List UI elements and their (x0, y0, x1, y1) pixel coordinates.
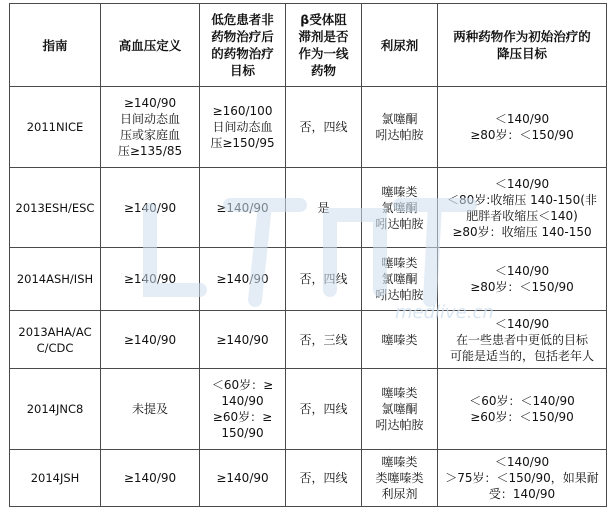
cell-definition: 未提及 (101, 369, 200, 450)
cell-two-drug-target: ＜140/90 ≥80岁：＜150/90 (438, 248, 607, 311)
table-row (10, 450, 607, 507)
cell-low-risk-target: ＜60岁：≥ 140/90 ≥60岁：≥ 150/90 (200, 369, 286, 450)
cell-two-drug-target: ＜140/90 ＜80岁:收缩压 140-150(非 肥胖者收缩压＜140) ≥80岁：收缩压 140-150 (438, 168, 607, 248)
cell-definition: ≥140/90 (101, 311, 200, 369)
table-row (10, 87, 607, 168)
cell-definition: ≥140/90 (101, 248, 200, 311)
cell-low-risk-target: ≥140/90 (200, 248, 286, 311)
cell-beta-blocker: 否，四线 (286, 369, 362, 450)
guideline-comparison-table (9, 3, 607, 507)
cell-guideline: 2011NICE (10, 87, 101, 168)
cell-two-drug-target: ＜140/90 ≥80岁：＜150/90 (438, 87, 607, 168)
watermark-url: medlive.cn (395, 302, 494, 323)
table-row (10, 248, 607, 311)
cell-diuretic: 氯噻酮 吲达帕胺 (362, 87, 438, 168)
table-header-row (10, 4, 607, 87)
cell-low-risk-target: ≥140/90 (200, 450, 286, 507)
cell-beta-blocker: 否，四线 (286, 248, 362, 311)
cell-diuretic: 噻嗪类 类噻嗪类 利尿剂 (362, 450, 438, 507)
table-row (10, 311, 607, 369)
cell-guideline: 2014JSH (10, 450, 101, 507)
cell-guideline: 2014JNC8 (10, 369, 101, 450)
cell-beta-blocker: 是 (286, 168, 362, 248)
cell-low-risk-target: ≥140/90 (200, 311, 286, 369)
header-low-risk-target: 低危患者非 药物治疗后 的药物治疗 目标 (200, 4, 286, 87)
table-row (10, 369, 607, 450)
cell-diuretic: 噻嗪类 氯噻酮 吲达帕胺 (362, 248, 438, 311)
header-two-drug-target: 两种药物作为初始治疗的 降压目标 (438, 4, 607, 87)
cell-two-drug-target: ＜60岁：＜140/90 ≥60岁：＜150/90 (438, 369, 607, 450)
cell-guideline: 2013ESH/ESC (10, 168, 101, 248)
cell-diuretic: 噻嗪类 (362, 311, 438, 369)
cell-low-risk-target: ≥140/90 (200, 168, 286, 248)
cell-guideline: 2014ASH/ISH (10, 248, 101, 311)
cell-definition: ≥140/90 (101, 168, 200, 248)
table-row (10, 168, 607, 248)
header-guideline: 指南 (10, 4, 101, 87)
cell-diuretic: 噻嗪类 氯噻酮 吲达帕胺 (362, 369, 438, 450)
header-beta-blocker: β受体阻 滞剂是否 作为一线 药物 (286, 4, 362, 87)
cell-two-drug-target: ＜140/90 在一些患者中更低的目标 可能是适当的，包括老年人 (438, 311, 607, 369)
cell-low-risk-target: ≥160/100 日间动态血 压≥150/95 (200, 87, 286, 168)
header-definition: 高血压定义 (101, 4, 200, 87)
cell-definition: ≥140/90 日间动态血 压或家庭血 压≥135/85 (101, 87, 200, 168)
cell-guideline: 2013AHA/AC C/CDC (10, 311, 101, 369)
cell-beta-blocker: 否，四线 (286, 450, 362, 507)
cell-beta-blocker: 否，四线 (286, 87, 362, 168)
cell-two-drug-target: ＜140/90 ＞75岁：＜150/90，如果耐 受：140/90 (438, 450, 607, 507)
cell-definition: ≥140/90 (101, 450, 200, 507)
cell-diuretic: 噻嗪类 氯噻酮 吲达帕胺 (362, 168, 438, 248)
header-diuretic: 利尿剂 (362, 4, 438, 87)
cell-beta-blocker: 否，三线 (286, 311, 362, 369)
